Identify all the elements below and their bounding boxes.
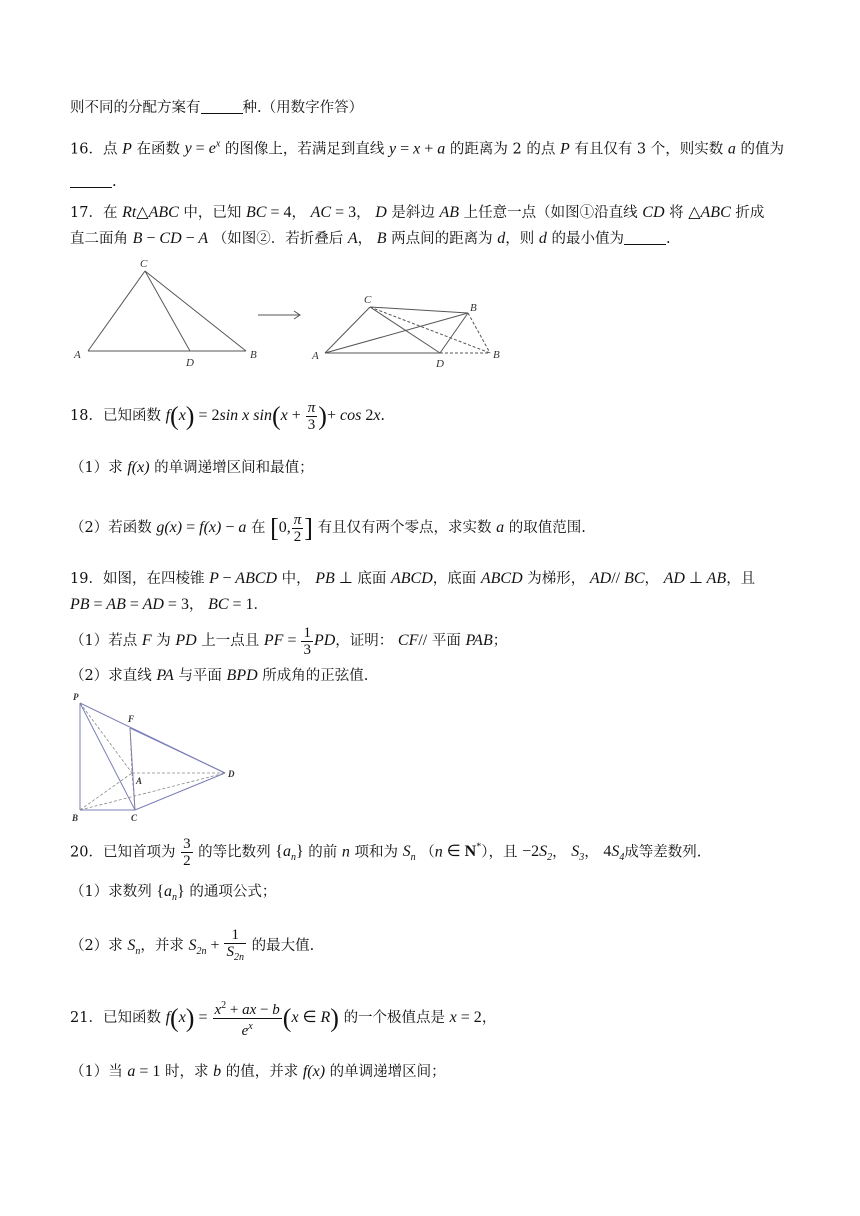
- q20-math: $S_n$: [127, 937, 141, 958]
- q17-number: 17．: [70, 205, 103, 221]
- q16-text: 在函数: [136, 141, 180, 158]
- q15-text: 则不同的分配方案有: [70, 100, 201, 116]
- q16-line-1: [70, 135, 784, 159]
- q20-math: $-2S_2$: [522, 843, 553, 864]
- q17-math: d: [497, 230, 506, 247]
- q19-math: ABCD: [480, 570, 523, 587]
- q19-text: 平面: [431, 633, 461, 649]
- q18-math: a: [496, 519, 505, 536]
- fig17-label-B2: B: [470, 302, 477, 314]
- q19-math: CF//: [397, 632, 428, 649]
- q17-text: 直二面角: [70, 231, 128, 247]
- q17-math: A: [347, 230, 358, 247]
- q21-math: b: [213, 1063, 222, 1080]
- q18-math: f(x): [127, 459, 150, 476]
- q17-math: D: [375, 204, 387, 221]
- q16-text: 的图像上，若满足到直线: [224, 141, 385, 158]
- q17-text: 将: [669, 205, 684, 221]
- q18-text: 的单调递增区间和最值；: [154, 460, 314, 476]
- q19-number: 19．: [70, 571, 103, 587]
- q17-text: 是斜边: [391, 205, 435, 221]
- q19-text: ，底面: [432, 571, 477, 587]
- q18-text: 已知函数: [102, 408, 161, 424]
- q18-part1: [70, 458, 314, 478]
- fig17-label-A2: A: [312, 350, 319, 362]
- fig19-label-F: F: [128, 714, 135, 724]
- q21-math: f(x): [302, 1063, 326, 1080]
- q20-text: （: [420, 844, 435, 861]
- q19-math: AD ⊥ AB: [663, 570, 727, 587]
- q17-text: 的最小值为: [551, 231, 624, 247]
- q20-math: $S_{2n}$ + $\frac{1}{S_{2n}}$: [188, 926, 244, 963]
- q16-math-P2: P: [559, 140, 570, 158]
- q17-text: （如图②．若折叠后: [212, 231, 344, 247]
- q16-line-2: [70, 172, 117, 192]
- q19-text: ，: [644, 571, 660, 587]
- q21-number: 21．: [70, 1010, 103, 1027]
- q20-number: 20．: [70, 844, 103, 861]
- q20-math: $\{a_n\}$: [275, 843, 304, 864]
- q17-text: 折成: [735, 205, 765, 221]
- q19-text: （1）若点: [70, 633, 138, 649]
- q20-text: 的通项公式；: [189, 884, 277, 900]
- q19-math: P − ABCD: [209, 570, 278, 587]
- q17-math: d: [538, 230, 547, 247]
- q20-text: ，: [584, 844, 599, 861]
- q20-math: $\{a_n\}$: [156, 883, 185, 904]
- fig19-label-A: A: [136, 776, 143, 786]
- q17-text: 上任意一点（如图①沿直线: [463, 205, 638, 221]
- q20-text: ，: [552, 844, 567, 861]
- q16-math-line: y = x + a: [388, 140, 446, 158]
- q20-text: 项和为: [354, 844, 398, 861]
- q20-math: $S_n$: [402, 843, 416, 864]
- fig19-label-D: D: [228, 769, 235, 779]
- q20-text: 的最大值.: [251, 938, 315, 954]
- q19-part1: [70, 624, 507, 658]
- q21-text: ，: [481, 1010, 497, 1027]
- q16-text: 点: [102, 141, 118, 158]
- q19-math: PB = AB = AD = 3: [70, 596, 189, 613]
- q17-text: 中，已知: [183, 205, 242, 221]
- q21-text: 的单调递增区间；: [329, 1064, 446, 1080]
- q19-text: 为梯形，: [527, 571, 586, 587]
- q20-frac: $\frac{3}{2}$: [183, 835, 191, 869]
- q19-text: ．: [253, 597, 269, 613]
- q16-text: 的距离为 2 的点: [449, 141, 556, 158]
- q21-text: （1）当: [70, 1064, 123, 1080]
- q18-number: 18．: [70, 408, 103, 424]
- q19-math: PD: [175, 632, 197, 649]
- q19-math: AD// BC: [589, 570, 645, 587]
- q17-math: BC = 4: [246, 204, 292, 221]
- q19-text: ；: [492, 633, 508, 649]
- q16-end: .: [112, 174, 117, 190]
- q19-text: （2）求直线: [70, 668, 152, 684]
- fig17-label-C2: C: [364, 294, 372, 306]
- q19-math: BC = 1: [208, 596, 254, 613]
- q17-text: ，: [356, 205, 371, 221]
- q20-text: 的等比数列: [198, 844, 271, 861]
- q20-math: $4S_4$: [603, 843, 625, 864]
- q17-math: B: [376, 230, 387, 247]
- q17-math: AB: [439, 204, 460, 221]
- q19-line-2: PB = AB = AD = 3， BC = 1．: [70, 596, 269, 613]
- q17-blank: [624, 230, 666, 245]
- q20-math: n: [341, 843, 350, 861]
- q19-text: 底面: [357, 571, 387, 587]
- q19-math: F: [141, 632, 152, 649]
- q19-text: ，证明：: [335, 633, 394, 649]
- fig19-label-C: C: [131, 813, 138, 823]
- q19-text: 上一点且: [201, 633, 260, 649]
- q16-math-P: P: [122, 140, 132, 158]
- q19-math: PF = $\frac{1}{3}$ PD: [263, 624, 336, 658]
- q20-text: ，并求: [140, 938, 184, 954]
- q18-text: 在: [250, 520, 266, 536]
- q21-formula: f(x) = $\frac{x^2 + ax - b}{e^x}$ (x ∈ R): [165, 1000, 339, 1039]
- fig19-label-B: B: [72, 813, 79, 823]
- q19-part2: [70, 666, 368, 686]
- q21-text: 已知函数: [102, 1010, 161, 1027]
- figure-17: [60, 255, 520, 370]
- q19-text: 中，: [281, 571, 311, 587]
- q19-text: 所成角的正弦值.: [262, 668, 369, 684]
- q19-math: PA: [156, 667, 174, 684]
- q18-text: 的取值范围.: [508, 520, 586, 536]
- q21-math: a = 1: [127, 1063, 161, 1080]
- q20-text: （2）求: [70, 938, 123, 954]
- q17-text: .: [666, 231, 671, 247]
- q18-text: 有且仅有两个零点，求实数: [317, 520, 492, 536]
- fig17-label-C: C: [140, 258, 148, 270]
- fig19-label-P: P: [73, 692, 79, 702]
- q15-tail-line: [70, 98, 363, 118]
- q18-formula: f(x) = 2sin x sin(x + $\frac{\pi}{3}$ )+ cos 2x: [165, 399, 381, 433]
- q16-text: 的值为: [740, 141, 784, 158]
- q18-text: （1）求: [70, 460, 123, 476]
- q20-text: （1）求数列: [70, 884, 152, 900]
- q19-line-1: [70, 569, 755, 589]
- q17-math: B − CD − A: [132, 230, 209, 247]
- q20-text: 成等差数列.: [624, 844, 702, 861]
- q20-text: 的前: [308, 844, 338, 861]
- q20-math: $S_3$: [571, 843, 585, 864]
- q17-math: CD: [642, 204, 665, 221]
- q20-part2: [70, 926, 314, 972]
- q18-line-1: 18．已知函数 f(x) = 2sin x sin(x + $\frac{\pi}{3}$ )+ cos 2x.: [70, 399, 386, 433]
- q16-math-func: $y = e^x$: [184, 139, 221, 158]
- fig17-label-B: B: [250, 349, 257, 361]
- q18-math: g(x) = f(x) − a: [156, 519, 247, 536]
- q21-math: x = 2: [449, 1009, 482, 1027]
- q19-math: BPD: [226, 667, 258, 684]
- q15-blank: [201, 99, 243, 114]
- q19-text: 与平面: [178, 668, 222, 684]
- fig17-label-A: A: [74, 349, 81, 361]
- q15-end: 种.（用数字作答）: [242, 100, 364, 116]
- q17-line-1: [70, 203, 764, 223]
- q17-text: ，则: [505, 231, 535, 247]
- q17-text: 在: [102, 205, 118, 221]
- q21-text: 时，求: [164, 1064, 209, 1080]
- q16-number: 16．: [70, 141, 103, 158]
- q21-part1: [70, 1062, 446, 1082]
- q20-text: ），且: [481, 844, 518, 861]
- q16-math-a: a: [727, 140, 736, 158]
- q17-math: Rt△ABC: [122, 204, 179, 221]
- q20-math: n ∈ N*: [434, 842, 482, 861]
- q19-text: 如图，在四棱锥: [102, 571, 205, 587]
- q19-text: 为: [156, 633, 171, 649]
- q16-text: 有且仅有 3 个，则实数: [574, 141, 724, 158]
- q17-math: AC = 3: [310, 204, 357, 221]
- q19-text: ，且: [726, 571, 756, 587]
- q21-line-1: [70, 998, 496, 1039]
- q17-text: ，: [357, 231, 373, 247]
- q20-part1: [70, 882, 276, 908]
- q18-interval: [0, $\frac{\pi}{2}$ ]: [270, 511, 313, 545]
- q19-math: ABCD: [390, 570, 433, 587]
- q17-text: ，: [291, 205, 307, 221]
- q19-math: PAB: [465, 632, 493, 649]
- q19-math: PB ⊥: [315, 570, 353, 587]
- q17-text: 两点间的距离为: [391, 231, 493, 247]
- fig17-label-B3: B: [493, 349, 500, 361]
- fig17-label-D: D: [186, 357, 194, 369]
- q18-text: （2）若函数: [70, 520, 152, 536]
- q18-part2: [70, 508, 586, 548]
- q20-line-1: [70, 828, 701, 879]
- fig17-label-D2: D: [436, 358, 444, 370]
- figure-19: [70, 690, 250, 825]
- q20-text: 已知首项为: [102, 844, 176, 861]
- q16-blank: [70, 173, 112, 188]
- q21-text: 的值，并求: [225, 1064, 299, 1080]
- q21-text: 的一个极值点是: [343, 1010, 446, 1027]
- q17-math: △ABC: [688, 204, 731, 221]
- q17-line-2: [70, 229, 671, 249]
- pi-over-3: $\frac{\pi}{3}$: [307, 399, 316, 433]
